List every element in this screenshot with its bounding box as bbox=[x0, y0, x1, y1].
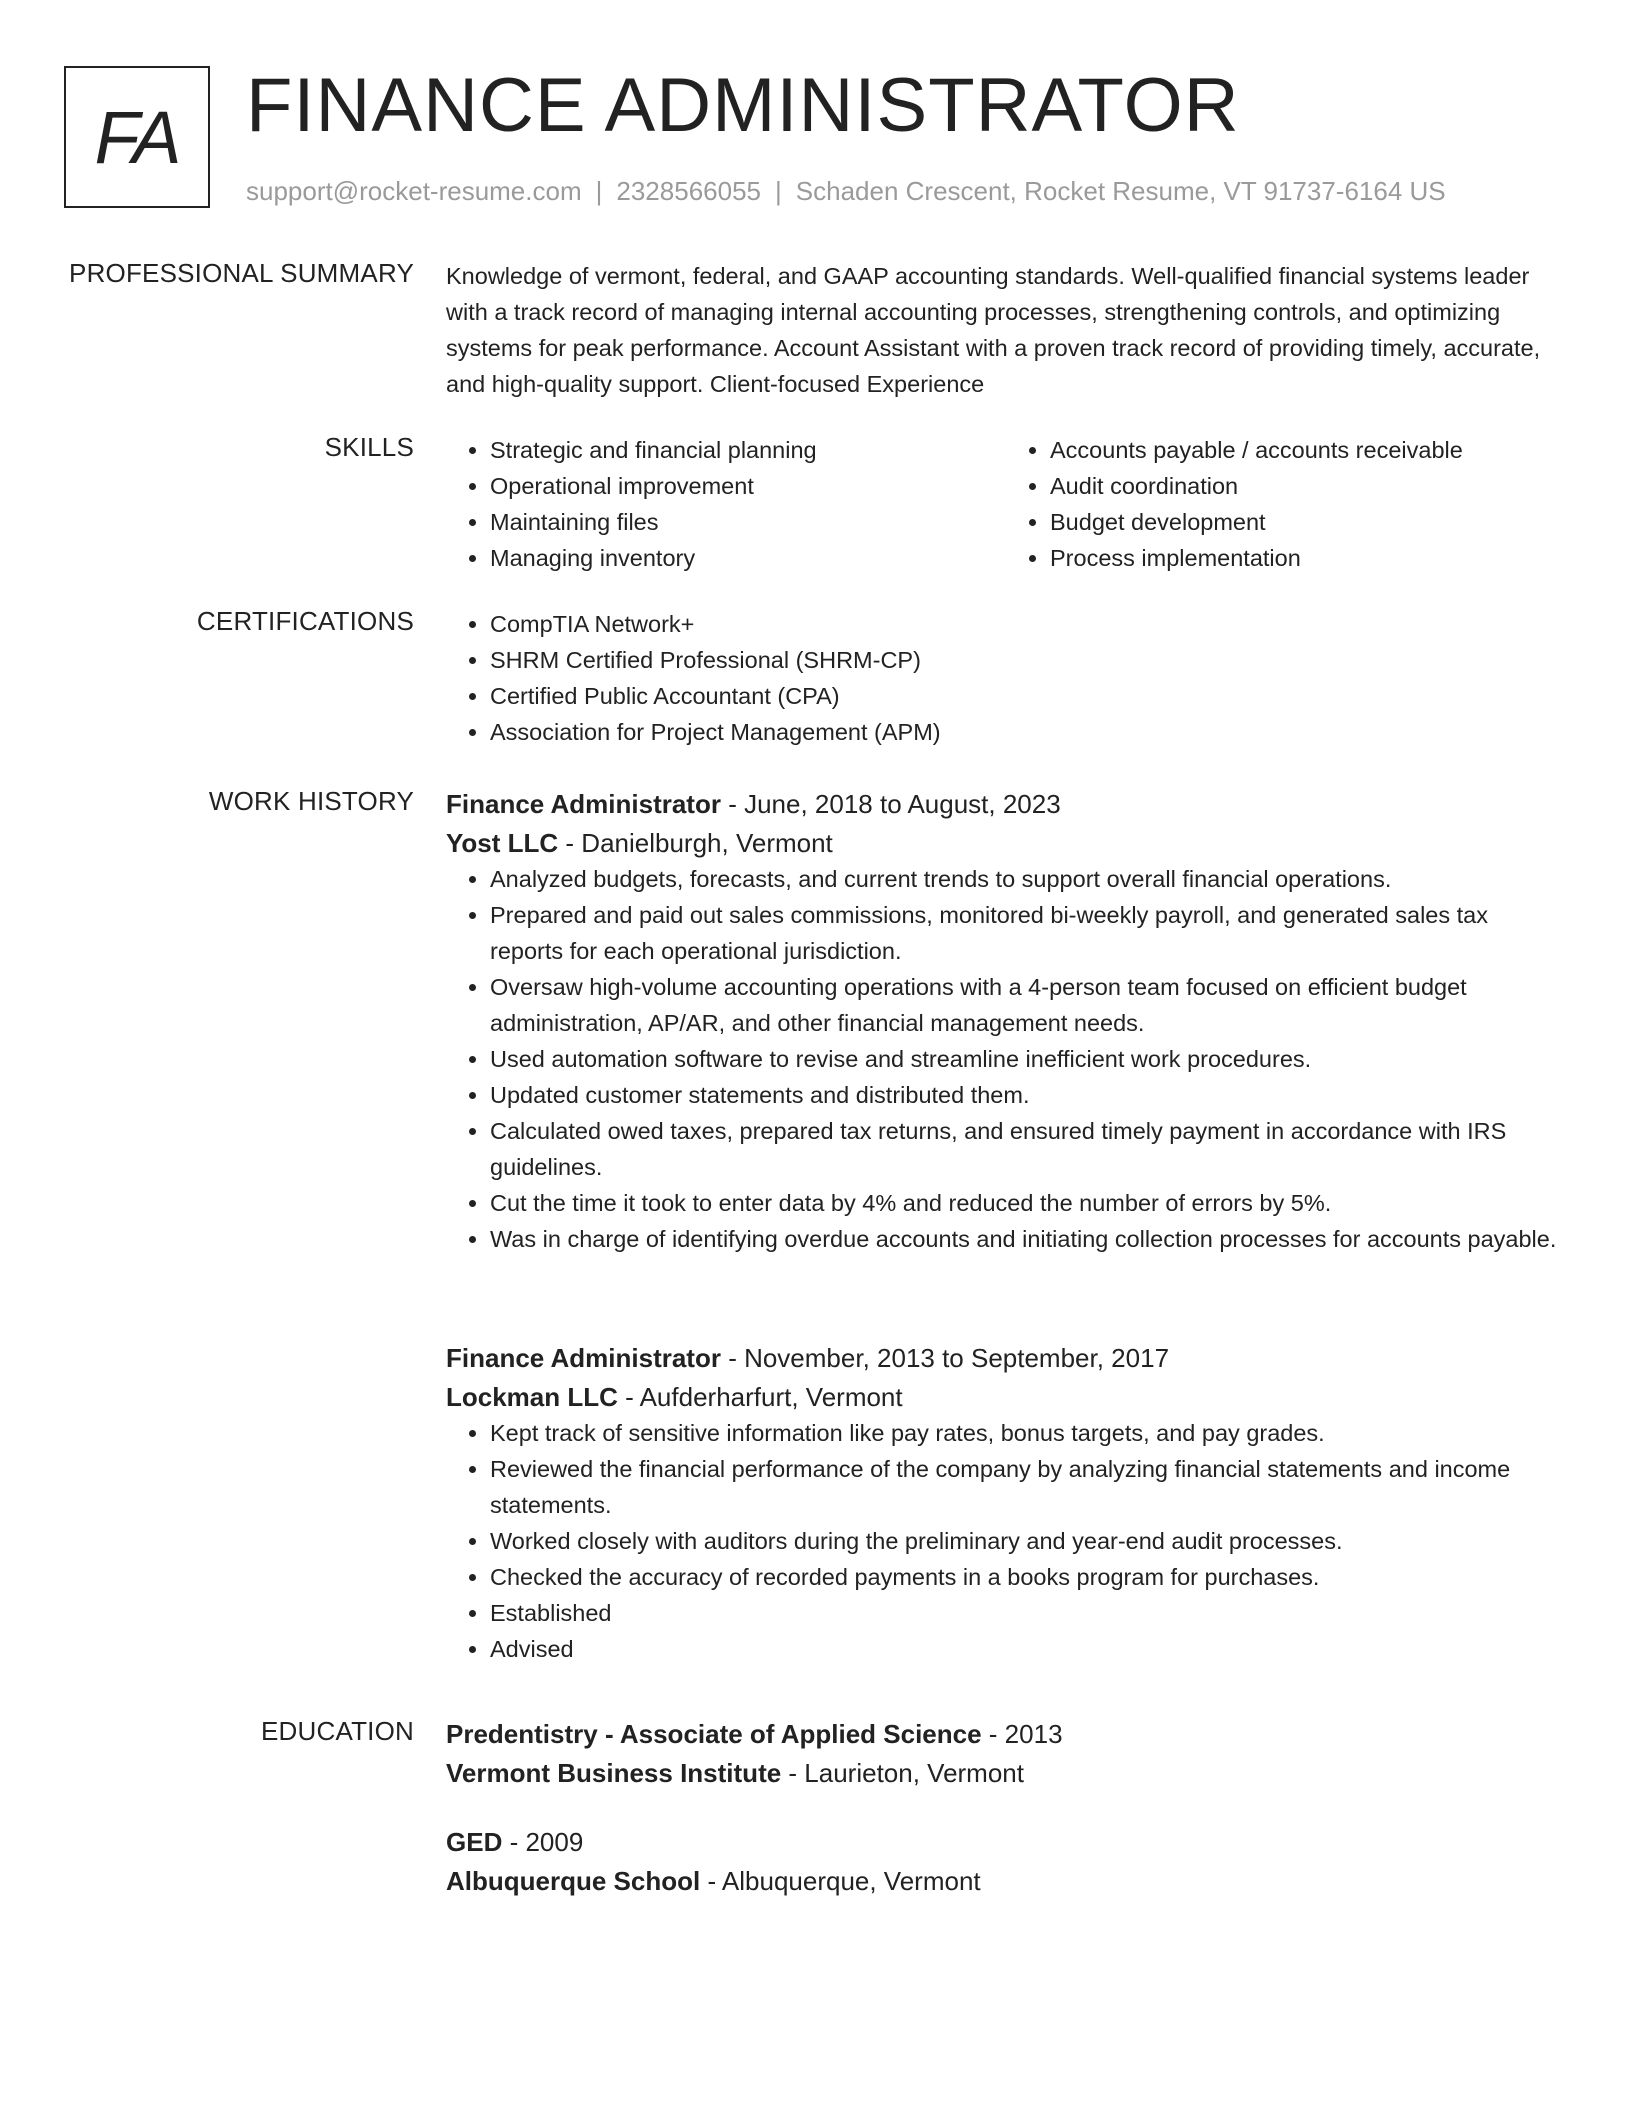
education-degree: GED bbox=[446, 1827, 503, 1857]
monogram: FA bbox=[64, 66, 210, 208]
job-company: Lockman LLC bbox=[446, 1382, 618, 1412]
job-title: Finance Administrator bbox=[446, 789, 721, 819]
education-school-line bbox=[446, 1863, 1566, 1899]
job-bullet: • Kept track of sensitive information like pay rates, bonus targets, and pay grades. bbox=[490, 1415, 1566, 1451]
section-label-work-history: WORK HISTORY bbox=[208, 786, 414, 816]
contact-address: Schaden Crescent, Rocket Resume, VT 91737-6164 US bbox=[795, 176, 1446, 206]
education-year: - 2013 bbox=[981, 1719, 1063, 1749]
job-dates: - June, 2018 to August, 2023 bbox=[720, 789, 1061, 819]
section-label-summary: PROFESSIONAL SUMMARY bbox=[69, 258, 414, 288]
certifications-list bbox=[446, 606, 1566, 750]
job-bullet: • Worked closely with auditors during the preliminary and year-end audit processes. bbox=[490, 1523, 1566, 1559]
job-bullet: • Cut the time it took to enter data by 4% and reduced the number of errors by 5%. bbox=[490, 1185, 1566, 1221]
job-title: Finance Administrator bbox=[446, 1343, 721, 1373]
contact-line bbox=[246, 176, 1446, 207]
section-label-certifications: CERTIFICATIONS bbox=[196, 606, 414, 636]
skill-item: • Strategic and financial planning bbox=[490, 432, 1006, 468]
certification-item: • Association for Project Management (APM) bbox=[490, 714, 1566, 750]
job-bullet-list bbox=[446, 1415, 1566, 1667]
job-bullet: • Was in charge of identifying overdue accounts and initiating collection processes for accounts payable. bbox=[490, 1221, 1566, 1257]
page-title: FINANCE ADMINISTRATOR bbox=[246, 63, 1240, 148]
summary-text: Knowledge of vermont, federal, and GAAP accounting standards. Well-qualified financial systems leader with a track record of managing internal accounting processes, strengthening controls, and optimizing systems for peak performance. Account Assistant with a proven track record of providing timely, accurate, and high-quality support. Client-focused Experience bbox=[446, 263, 1541, 397]
skill-item: • Budget development bbox=[1050, 504, 1566, 540]
job-company-line bbox=[446, 825, 1566, 861]
job-bullet: • Oversaw high-volume accounting operations with a 4-person team focused on efficient budget administration, AP/AR, and other financial management needs. bbox=[490, 969, 1566, 1041]
job-entry bbox=[446, 1340, 1566, 1667]
job-bullet: • Used automation software to revise and streamline inefficient work procedures. bbox=[490, 1041, 1566, 1077]
job-company: Yost LLC bbox=[446, 828, 559, 858]
section-label-education: EDUCATION bbox=[261, 1716, 414, 1746]
contact-phone: 2328566055 bbox=[616, 176, 761, 206]
education-school: Vermont Business Institute bbox=[446, 1758, 782, 1788]
skill-item: • Process implementation bbox=[1050, 540, 1566, 576]
job-location: - Aufderharfurt, Vermont bbox=[617, 1382, 903, 1412]
job-company-line bbox=[446, 1379, 1566, 1415]
skill-item: • Maintaining files bbox=[490, 504, 1006, 540]
job-dates: - November, 2013 to September, 2017 bbox=[720, 1343, 1170, 1373]
job-title-line bbox=[446, 1340, 1566, 1376]
job-bullet: • Established bbox=[490, 1595, 1566, 1631]
contact-separator: | bbox=[775, 176, 782, 206]
skill-item: • Audit coordination bbox=[1050, 468, 1566, 504]
education-year: - 2009 bbox=[502, 1827, 584, 1857]
skill-item: • Operational improvement bbox=[490, 468, 1006, 504]
job-bullet: • Calculated owed taxes, prepared tax returns, and ensured timely payment in accordance with IRS guidelines. bbox=[490, 1113, 1566, 1185]
job-bullet: • Analyzed budgets, forecasts, and current trends to support overall financial operations. bbox=[490, 861, 1566, 897]
contact-separator: | bbox=[595, 176, 603, 206]
education-degree-line bbox=[446, 1824, 1566, 1860]
resume-header bbox=[64, 63, 1584, 212]
certification-item: • CompTIA Network+ bbox=[490, 606, 1566, 642]
job-bullet: • Updated customer statements and distributed them. bbox=[490, 1077, 1566, 1113]
education-degree: Predentistry - Associate of Applied Science bbox=[446, 1719, 982, 1749]
contact-email: support@rocket-resume.com bbox=[246, 176, 582, 206]
education-entry bbox=[446, 1716, 1566, 1791]
job-bullet: • Checked the accuracy of recorded payments in a books program for purchases. bbox=[490, 1559, 1566, 1595]
education-degree-line bbox=[446, 1716, 1566, 1752]
education-entry bbox=[446, 1824, 1566, 1899]
job-bullet: • Advised bbox=[490, 1631, 1566, 1667]
skills-list-left bbox=[446, 432, 1006, 576]
job-title-line bbox=[446, 786, 1566, 822]
skill-item: • Managing inventory bbox=[490, 540, 1006, 576]
skills-list-right bbox=[1006, 432, 1566, 576]
education-school-line bbox=[446, 1755, 1566, 1791]
skill-item: • Accounts payable / accounts receivable bbox=[1050, 432, 1566, 468]
job-bullet: • Prepared and paid out sales commissions, monitored bi-weekly payroll, and generated sales tax reports for each operational jurisdiction. bbox=[490, 897, 1566, 969]
education-school: Albuquerque School bbox=[446, 1866, 701, 1896]
job-bullet-list bbox=[446, 861, 1566, 1257]
job-bullet: • Reviewed the financial performance of the company by analyzing financial statements and income statements. bbox=[490, 1451, 1566, 1523]
education-location: - Albuquerque, Vermont bbox=[700, 1866, 981, 1896]
job-entry bbox=[446, 786, 1566, 1257]
education-location: - Laurieton, Vermont bbox=[781, 1758, 1024, 1788]
job-location: - Danielburgh, Vermont bbox=[558, 828, 833, 858]
certification-item: • Certified Public Accountant (CPA) bbox=[490, 678, 1566, 714]
section-label-skills: SKILLS bbox=[324, 432, 414, 462]
certification-item: • SHRM Certified Professional (SHRM-CP) bbox=[490, 642, 1566, 678]
